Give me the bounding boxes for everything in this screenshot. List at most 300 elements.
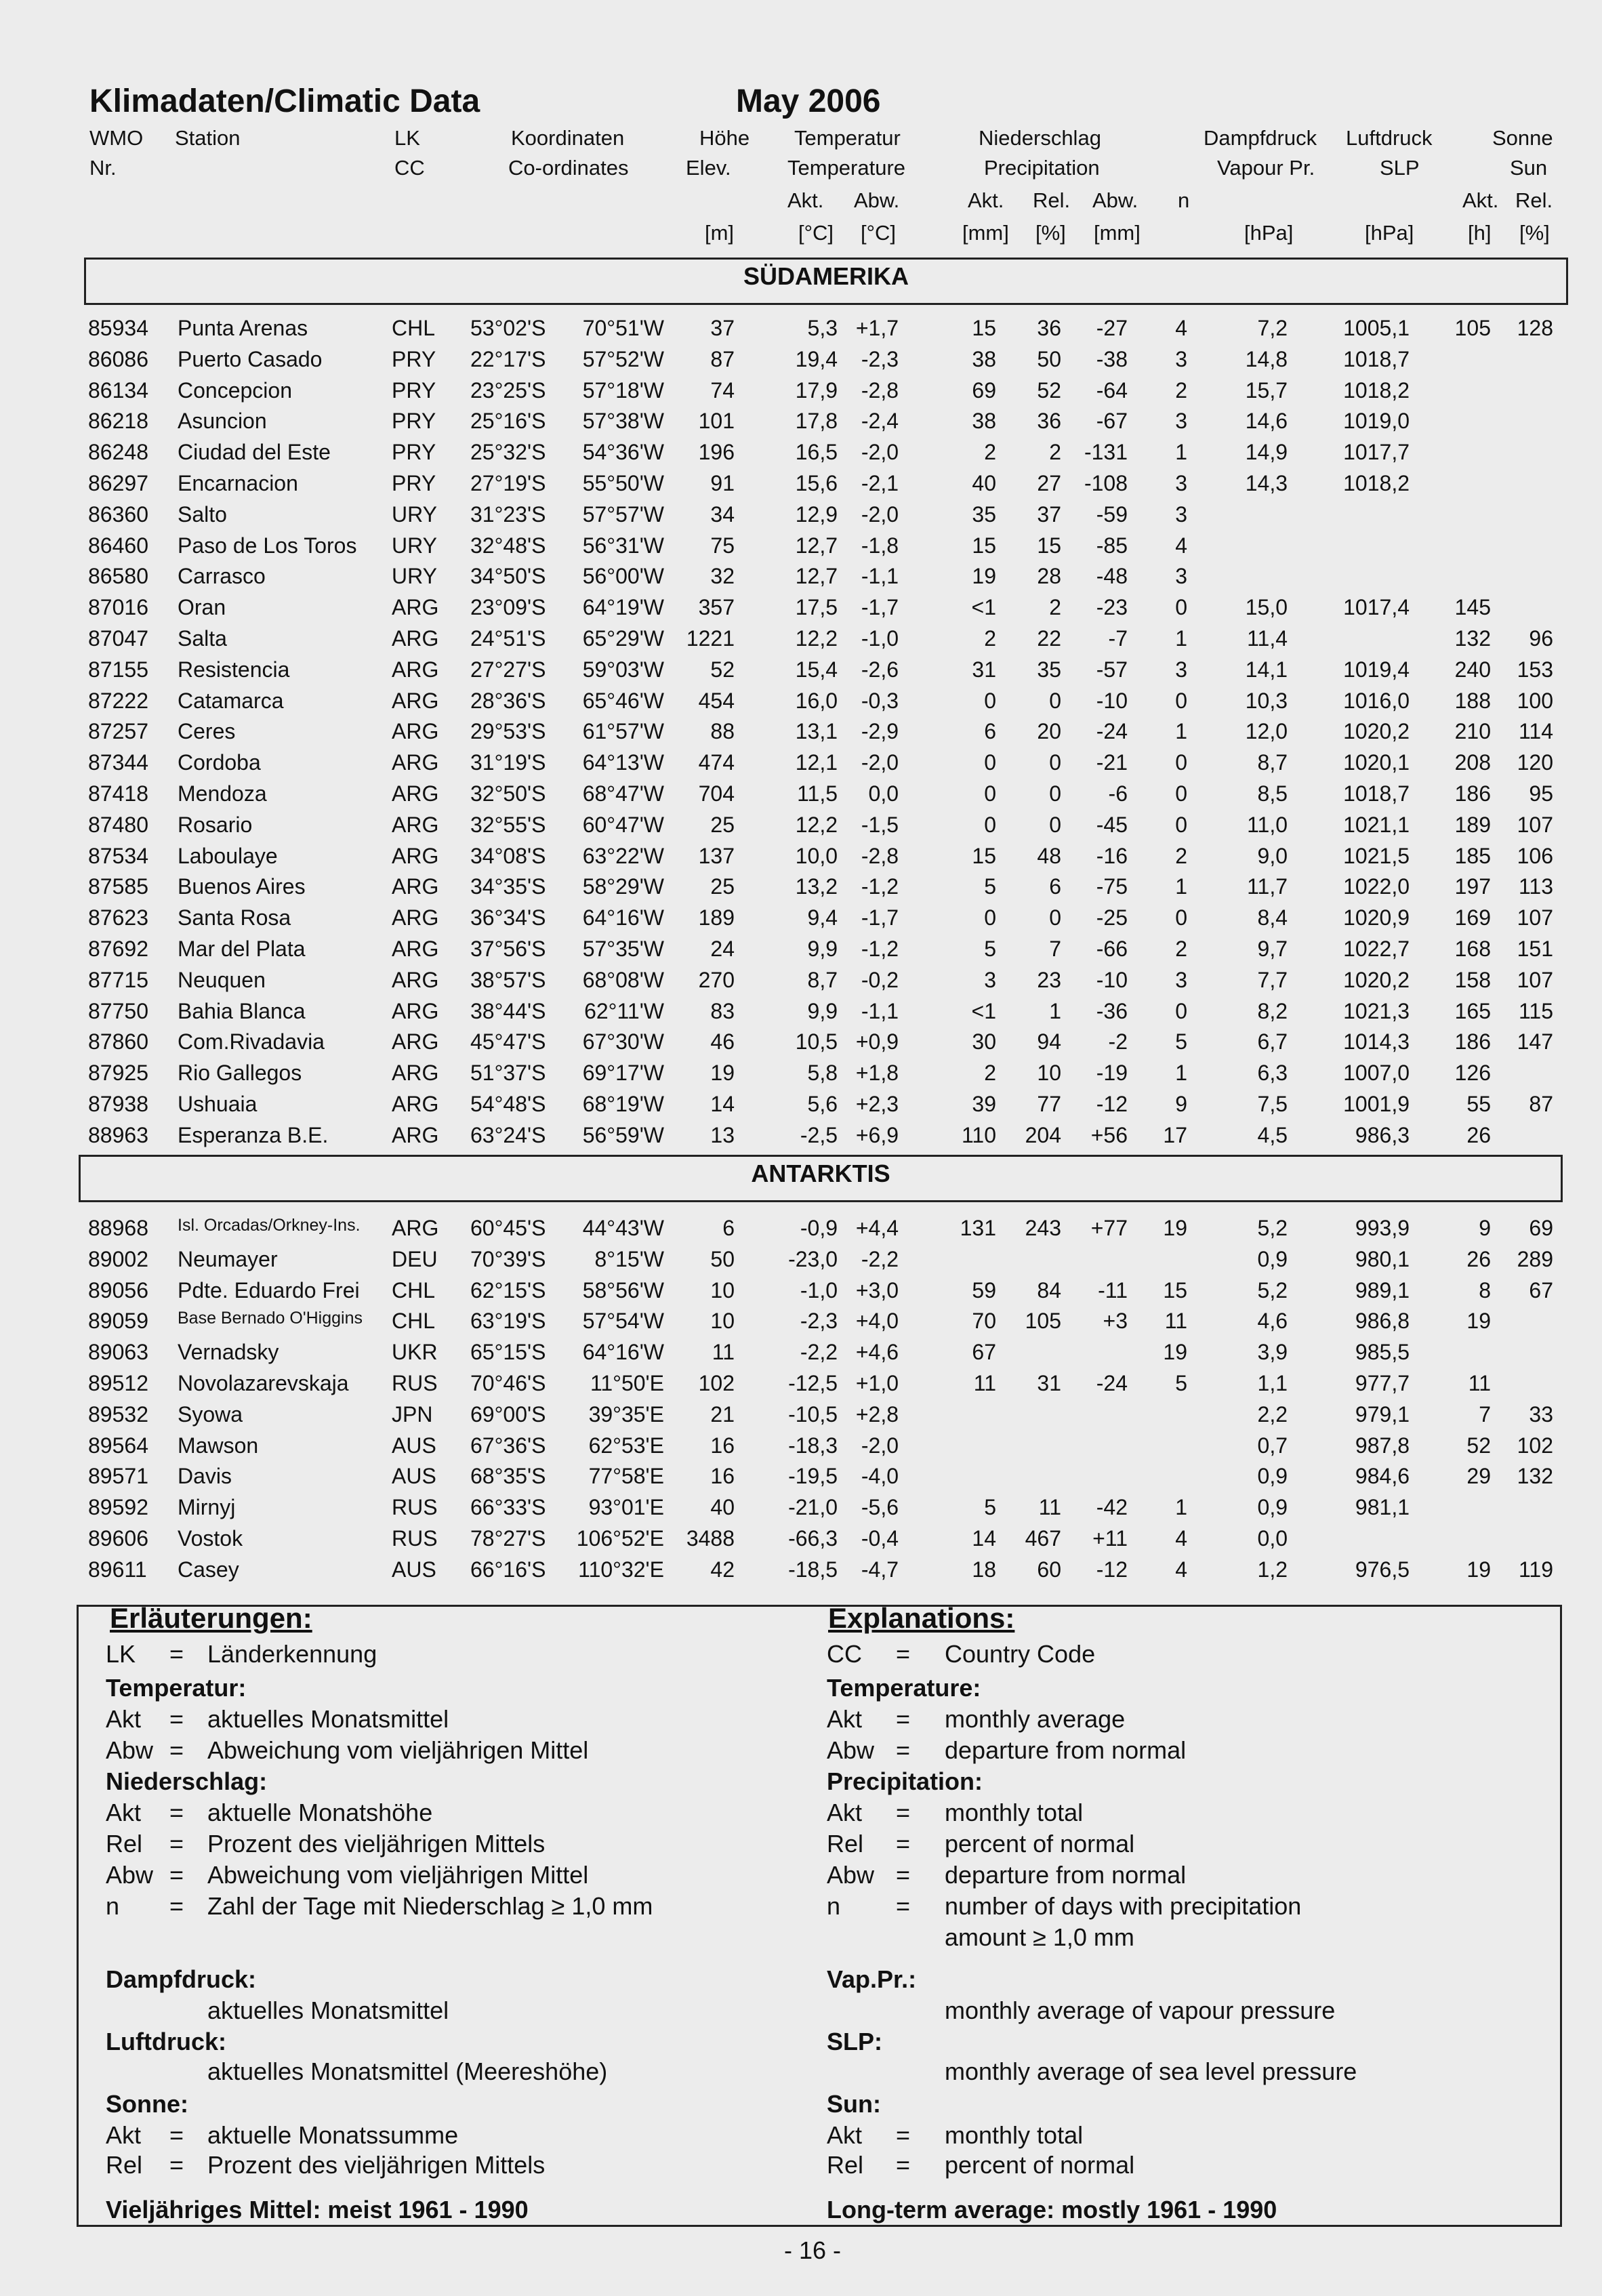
cell-temp-akt: 17,9 [795, 377, 838, 403]
cell-lat: 63°19'S [470, 1309, 546, 1334]
cell-prec-abw: -21 [1096, 750, 1128, 775]
cell-wmo: 87750 [88, 998, 148, 1023]
legend-equals: = [896, 1640, 911, 1668]
cell-slp: 1021,3 [1343, 998, 1410, 1023]
cell-prec-rel: 467 [1025, 1526, 1061, 1551]
cell-country: AUS [392, 1557, 436, 1582]
table-row [0, 347, 1602, 378]
cell-prec-rel: 35 [1037, 657, 1061, 682]
cell-prec-abw: -12 [1096, 1092, 1128, 1116]
cell-station: Laboulaye [178, 843, 278, 868]
cell-prec-rel: 2 [1049, 440, 1061, 465]
cell-lon: 110°32'E [578, 1557, 664, 1582]
cell-sun-rel: 147 [1517, 1029, 1553, 1054]
cell-vapour: 9,0 [1257, 843, 1288, 868]
cell-vapour: 2,2 [1257, 1401, 1288, 1427]
cell-elev: 357 [698, 595, 735, 620]
cell-elev: 14 [710, 1092, 735, 1116]
cell-lat: 36°34'S [470, 905, 546, 930]
cell-vapour: 15,0 [1245, 595, 1288, 620]
cell-prec-n: 3 [1175, 346, 1187, 371]
cell-lon: 55°50'W [582, 471, 664, 495]
hdr-temperatur: Temperatur [794, 126, 901, 150]
cell-prec-akt: 35 [972, 501, 996, 527]
legend-key: n [106, 1892, 120, 1920]
table-row [0, 409, 1602, 440]
cell-sun-rel: 95 [1529, 781, 1553, 806]
legend-value: Prozent des vieljährigen Mittels [207, 1830, 546, 1858]
table-row [0, 316, 1602, 347]
cell-station: Carrasco [178, 564, 266, 589]
cell-sun-rel: 33 [1529, 1401, 1553, 1427]
cell-lat: 25°16'S [470, 409, 546, 434]
hdr-sun-unit-rel: [%] [1519, 221, 1550, 245]
cell-lat: 32°48'S [470, 533, 546, 558]
cell-vapour: 0,0 [1257, 1526, 1288, 1551]
hdr-elev: Elev. [686, 156, 731, 180]
cell-prec-abw: -16 [1096, 843, 1128, 868]
cell-prec-abw: -131 [1084, 440, 1128, 465]
cell-elev: 37 [710, 316, 735, 340]
cell-lat: 67°36'S [470, 1433, 546, 1458]
cell-country: RUS [392, 1526, 438, 1551]
cell-country: DEU [392, 1246, 438, 1271]
cell-temp-akt: 8,7 [807, 967, 838, 992]
cell-sun-akt: 185 [1454, 843, 1491, 868]
cell-prec-abw: +3 [1103, 1309, 1128, 1334]
cell-slp: 1021,5 [1343, 843, 1410, 868]
cell-slp: 981,1 [1355, 1495, 1410, 1520]
cell-elev: 196 [698, 440, 735, 465]
cell-temp-akt: 10,0 [795, 843, 838, 868]
cell-lon: 60°47'W [582, 812, 664, 837]
cell-temp-abw: -1,2 [861, 874, 899, 899]
cell-elev: 137 [698, 843, 735, 868]
cell-sun-rel: 102 [1517, 1433, 1553, 1458]
cell-sun-akt: 19 [1466, 1557, 1491, 1582]
cell-temp-abw: -2,3 [861, 346, 899, 371]
cell-lat: 24°51'S [470, 626, 546, 651]
cell-prec-akt: 69 [972, 377, 996, 403]
cell-lat: 34°35'S [470, 874, 546, 899]
cell-slp: 985,5 [1355, 1340, 1410, 1365]
cell-prec-rel: 0 [1049, 905, 1061, 930]
cell-prec-n: 2 [1175, 843, 1187, 868]
cell-sun-akt: 210 [1454, 719, 1491, 744]
legend-key: Abw [106, 1736, 154, 1764]
cell-slp: 1018,7 [1343, 781, 1410, 806]
cell-sun-akt: 186 [1454, 781, 1491, 806]
legend-heading: SLP: [827, 2028, 883, 2055]
cell-lon: 106°52'E [576, 1526, 664, 1551]
cell-lon: 56°59'W [582, 1122, 664, 1147]
legend-equals: = [896, 1799, 911, 1826]
cell-sun-akt: 132 [1454, 626, 1491, 651]
cell-temp-akt: 15,4 [795, 657, 838, 682]
cell-sun-akt: 105 [1454, 316, 1491, 340]
cell-vapour: 11,7 [1247, 874, 1288, 899]
cell-temp-akt: 17,5 [795, 595, 838, 620]
cell-prec-rel: 50 [1037, 346, 1061, 371]
cell-slp: 1021,1 [1343, 812, 1410, 837]
cell-lon: 62°53'E [588, 1433, 664, 1458]
cell-wmo: 88963 [88, 1122, 148, 1147]
cell-lon: 64°16'W [582, 905, 664, 930]
cell-elev: 75 [710, 533, 735, 558]
cell-sun-rel: 120 [1517, 750, 1553, 775]
cell-temp-abw: -2,4 [861, 409, 899, 434]
cell-prec-n: 11 [1164, 1309, 1187, 1334]
cell-sun-rel: 69 [1529, 1216, 1553, 1240]
cell-country: ARG [392, 937, 439, 961]
cell-lon: 44°43'W [582, 1216, 664, 1240]
legend-footer-en: Long-term average: mostly 1961 - 1990 [827, 2196, 1277, 2223]
cell-prec-n: 0 [1175, 905, 1187, 930]
cell-sun-rel: 289 [1517, 1246, 1553, 1271]
cell-slp: 986,8 [1355, 1309, 1410, 1334]
cell-station: Ciudad del Este [178, 440, 331, 465]
cell-sun-rel: 106 [1517, 843, 1553, 868]
cell-temp-abw: +6,9 [855, 1122, 899, 1147]
cell-lon: 64°16'W [582, 1340, 664, 1365]
cell-prec-rel: 28 [1037, 564, 1061, 589]
cell-lat: 60°45'S [470, 1216, 546, 1240]
hdr-temp-unit-akt: [°C] [798, 221, 834, 245]
cell-prec-rel: 23 [1037, 967, 1061, 992]
cell-sun-rel: 128 [1517, 316, 1553, 340]
cell-country: ARG [392, 967, 439, 992]
cell-prec-n: 5 [1175, 1029, 1187, 1054]
legend-equals: = [169, 1861, 184, 1889]
cell-prec-n: 3 [1175, 501, 1187, 527]
cell-prec-akt: 0 [984, 688, 996, 713]
table-row [0, 1309, 1602, 1340]
cell-sun-akt: 145 [1454, 595, 1491, 620]
cell-prec-rel: 1 [1049, 998, 1061, 1023]
cell-temp-abw: -1,5 [861, 812, 899, 837]
cell-lat: 53°02'S [470, 316, 546, 340]
cell-vapour: 0,9 [1257, 1464, 1288, 1489]
cell-prec-rel: 243 [1025, 1216, 1061, 1240]
hdr-dampfdruck: Dampfdruck [1204, 126, 1317, 150]
cell-sun-akt: 7 [1479, 1401, 1491, 1427]
cell-elev: 102 [698, 1371, 735, 1395]
cell-slp: 1018,2 [1343, 471, 1410, 495]
cell-wmo: 89059 [88, 1309, 148, 1334]
hdr-prec-rel: Rel. [1033, 188, 1071, 212]
cell-prec-n: 1 [1175, 874, 1187, 899]
cell-lat: 31°19'S [470, 750, 546, 775]
cell-lat: 38°57'S [470, 967, 546, 992]
legend-value: Country Code [945, 1640, 1096, 1668]
cell-prec-abw: -48 [1096, 564, 1128, 589]
cell-wmo: 89606 [88, 1526, 148, 1551]
cell-lon: 65°29'W [582, 626, 664, 651]
cell-prec-rel: 37 [1037, 501, 1061, 527]
cell-lat: 68°35'S [470, 1464, 546, 1489]
cell-temp-abw: -2,6 [861, 657, 899, 682]
cell-prec-n: 19 [1163, 1340, 1187, 1365]
cell-sun-rel: 119 [1518, 1557, 1553, 1582]
cell-lat: 54°48'S [470, 1092, 546, 1116]
cell-prec-abw: -59 [1096, 501, 1128, 527]
hdr-elev-unit: [m] [705, 221, 735, 245]
cell-lon: 39°35'E [588, 1401, 664, 1427]
cell-prec-rel: 7 [1049, 937, 1061, 961]
cell-country: ARG [392, 595, 439, 620]
cell-country: URY [392, 501, 437, 527]
cell-prec-n: 4 [1175, 316, 1187, 340]
table-row [0, 813, 1602, 844]
legend-heading: Precipitation: [827, 1767, 983, 1795]
legend-value: departure from normal [945, 1736, 1187, 1764]
cell-lat: 22°17'S [470, 346, 546, 371]
cell-sun-akt: 169 [1454, 905, 1491, 930]
cell-country: PRY [392, 377, 436, 403]
cell-prec-n: 15 [1163, 1277, 1187, 1303]
cell-temp-abw: -0,4 [861, 1526, 899, 1551]
cell-temp-akt: 5,3 [807, 316, 838, 340]
cell-station: Concepcion [178, 377, 292, 403]
cell-prec-akt: 2 [984, 1061, 996, 1086]
cell-sun-akt: 240 [1454, 657, 1491, 682]
cell-sun-akt: 168 [1454, 937, 1491, 961]
cell-slp: 1020,2 [1343, 719, 1410, 744]
cell-sun-rel: 67 [1529, 1277, 1553, 1303]
cell-prec-akt: 5 [984, 937, 996, 961]
table-row [0, 844, 1602, 875]
cell-prec-abw: -10 [1096, 688, 1128, 713]
cell-wmo: 87344 [88, 750, 148, 775]
hdr-prec-unit-abw: [mm] [1094, 221, 1141, 245]
cell-wmo: 87257 [88, 719, 148, 744]
cell-lon: 68°47'W [582, 781, 664, 806]
cell-wmo: 88968 [88, 1216, 148, 1240]
hdr-sun-akt: Akt. [1462, 188, 1499, 212]
legend-heading: Temperature: [827, 1674, 981, 1702]
cell-prec-akt: 38 [972, 409, 996, 434]
cell-country: ARG [392, 998, 439, 1023]
cell-elev: 87 [710, 346, 735, 371]
cell-prec-rel: 22 [1037, 626, 1061, 651]
cell-prec-abw: -27 [1096, 316, 1128, 340]
cell-sun-rel: 87 [1529, 1092, 1553, 1116]
cell-temp-abw: -1,8 [861, 533, 899, 558]
cell-station: Mendoza [178, 781, 267, 806]
cell-prec-akt: 6 [984, 719, 996, 744]
cell-prec-n: 1 [1175, 1061, 1187, 1086]
cell-prec-akt: <1 [971, 595, 996, 620]
cell-lon: 57°52'W [582, 346, 664, 371]
cell-prec-rel: 20 [1037, 719, 1061, 744]
legend-key: Abw [827, 1861, 875, 1889]
cell-temp-abw: -2,0 [861, 440, 899, 465]
cell-prec-n: 4 [1175, 1526, 1187, 1551]
hdr-cc: CC [394, 156, 425, 180]
cell-prec-n: 17 [1163, 1122, 1187, 1147]
cell-station: Pdte. Eduardo Frei [178, 1277, 360, 1303]
cell-temp-abw: -2,0 [861, 750, 899, 775]
cell-temp-abw: +0,9 [855, 1029, 899, 1054]
cell-wmo: 89592 [88, 1495, 148, 1520]
hdr-temp-unit-abw: [°C] [861, 221, 897, 245]
cell-prec-akt: 18 [972, 1557, 996, 1582]
cell-prec-rel: 0 [1049, 812, 1061, 837]
cell-temp-akt: 13,1 [795, 719, 838, 744]
cell-prec-abw: -25 [1096, 905, 1128, 930]
cell-station: Isl. Orcadas/Orkney-Ins. [178, 1216, 361, 1235]
cell-temp-abw: -2,8 [861, 377, 899, 403]
cell-temp-akt: 11,5 [797, 781, 838, 806]
cell-station: Syowa [178, 1401, 243, 1427]
legend-equals: = [896, 1705, 911, 1733]
cell-slp: 989,1 [1355, 1277, 1410, 1303]
cell-sun-rel: 107 [1517, 905, 1553, 930]
cell-lon: 62°11'W [584, 998, 664, 1023]
cell-lon: 65°46'W [582, 688, 664, 713]
cell-prec-akt: 11 [973, 1371, 996, 1395]
table-row [0, 937, 1602, 968]
cell-station: Vostok [178, 1526, 243, 1551]
legend-equals: = [169, 2121, 184, 2149]
cell-country: UKR [392, 1340, 438, 1365]
cell-prec-abw: -67 [1096, 409, 1128, 434]
table-row [0, 564, 1602, 595]
hdr-prec-n: n [1178, 188, 1190, 212]
cell-lat: 62°15'S [470, 1277, 546, 1303]
cell-elev: 16 [710, 1464, 735, 1489]
cell-lat: 27°19'S [470, 471, 546, 495]
cell-prec-rel: 6 [1049, 874, 1061, 899]
cell-vapour: 14,9 [1245, 440, 1288, 465]
cell-prec-abw: -10 [1096, 967, 1128, 992]
cell-elev: 454 [698, 688, 735, 713]
cell-station: Bahia Blanca [178, 998, 306, 1023]
cell-temp-abw: -2,0 [861, 501, 899, 527]
legend-heading: Sonne: [106, 2090, 188, 2118]
cell-lat: 27°27'S [470, 657, 546, 682]
cell-lon: 59°03'W [582, 657, 664, 682]
cell-prec-n: 3 [1175, 657, 1187, 682]
legend-value: aktuelles Monatsmittel [207, 1705, 449, 1733]
cell-prec-rel: 204 [1025, 1122, 1061, 1147]
hdr-wmo: WMO [89, 126, 144, 150]
cell-slp: 1022,7 [1343, 937, 1410, 961]
cell-temp-akt: 17,8 [795, 409, 838, 434]
cell-sun-rel: 151 [1517, 937, 1553, 961]
cell-prec-abw: -75 [1096, 874, 1128, 899]
cell-country: ARG [392, 1216, 439, 1240]
cell-wmo: 87938 [88, 1092, 148, 1116]
cell-temp-abw: -1,1 [861, 564, 899, 589]
cell-elev: 13 [710, 1122, 735, 1147]
cell-prec-rel: 27 [1037, 471, 1061, 495]
legend-equals: = [169, 2151, 184, 2179]
cell-country: ARG [392, 1061, 439, 1086]
cell-elev: 34 [710, 501, 735, 527]
cell-temp-akt: 16,0 [795, 688, 838, 713]
hdr-koordinaten: Koordinaten [511, 126, 625, 150]
legend-key: Akt [106, 1705, 142, 1733]
cell-country: ARG [392, 905, 439, 930]
cell-country: ARG [392, 781, 439, 806]
cell-wmo: 89532 [88, 1401, 148, 1427]
cell-temp-akt: -1,0 [800, 1277, 838, 1303]
cell-prec-rel: 60 [1037, 1557, 1061, 1582]
cell-slp: 1017,4 [1343, 595, 1410, 620]
cell-wmo: 87860 [88, 1029, 148, 1054]
table-row [0, 1247, 1602, 1278]
legend-equals: = [896, 1861, 911, 1889]
cell-prec-abw: -24 [1096, 719, 1128, 744]
cell-station: Paso de Los Toros [178, 533, 357, 558]
hdr-station: Station [175, 126, 241, 150]
cell-prec-rel: 52 [1037, 377, 1061, 403]
cell-temp-akt: 12,7 [795, 564, 838, 589]
cell-temp-abw: -2,9 [861, 719, 899, 744]
cell-lat: 32°50'S [470, 781, 546, 806]
cell-lat: 78°27'S [470, 1526, 546, 1551]
cell-lon: 69°17'W [582, 1061, 664, 1086]
cell-elev: 101 [698, 409, 735, 434]
cell-sun-akt: 8 [1479, 1277, 1491, 1303]
cell-country: AUS [392, 1464, 436, 1489]
cell-lon: 57°54'W [582, 1309, 664, 1334]
legend-value: aktuelle Monatssumme [207, 2121, 459, 2149]
table-row [0, 378, 1602, 409]
cell-temp-akt: 9,9 [807, 937, 838, 961]
cell-prec-n: 0 [1175, 781, 1187, 806]
cell-country: ARG [392, 626, 439, 651]
cell-elev: 32 [710, 564, 735, 589]
cell-elev: 52 [710, 657, 735, 682]
cell-prec-rel: 10 [1037, 1061, 1061, 1086]
cell-vapour: 1,1 [1257, 1371, 1288, 1395]
table-row [0, 471, 1602, 502]
page-number: - 16 - [784, 2236, 842, 2264]
cell-prec-akt: 2 [984, 440, 996, 465]
legend-value: departure from normal [945, 1861, 1187, 1889]
legend-value: Länderkennung [207, 1640, 377, 1668]
cell-prec-rel: 36 [1037, 409, 1061, 434]
hdr-lk: LK [394, 126, 420, 150]
cell-lon: 70°51'W [582, 316, 664, 340]
cell-station: Salta [178, 626, 227, 651]
cell-temp-akt: 10,5 [795, 1029, 838, 1054]
table-row [0, 1123, 1602, 1154]
legend-value: Zahl der Tage mit Niederschlag ≥ 1,0 mm [207, 1892, 653, 1920]
legend-equals: = [169, 1705, 184, 1733]
cell-elev: 42 [710, 1557, 735, 1582]
cell-prec-akt: 2 [984, 626, 996, 651]
cell-wmo: 87925 [88, 1061, 148, 1086]
legend-value: aktuelles Monatsmittel (Meereshöhe) [207, 2057, 608, 2085]
cell-lon: 58°56'W [582, 1277, 664, 1303]
cell-slp: 1019,0 [1343, 409, 1410, 434]
table-row [0, 1464, 1602, 1495]
cell-prec-n: 0 [1175, 998, 1187, 1023]
cell-prec-abw: -12 [1096, 1557, 1128, 1582]
legend-footer-de: Vieljähriges Mittel: meist 1961 - 1990 [106, 2196, 529, 2223]
cell-country: CHL [392, 1277, 436, 1303]
cell-vapour: 14,6 [1245, 409, 1288, 434]
report-month: May 2006 [736, 83, 881, 119]
cell-vapour: 6,7 [1257, 1029, 1288, 1054]
hdr-sun-rel: Rel. [1515, 188, 1553, 212]
cell-wmo: 87715 [88, 967, 148, 992]
cell-vapour: 8,2 [1257, 998, 1288, 1023]
cell-prec-n: 3 [1175, 564, 1187, 589]
